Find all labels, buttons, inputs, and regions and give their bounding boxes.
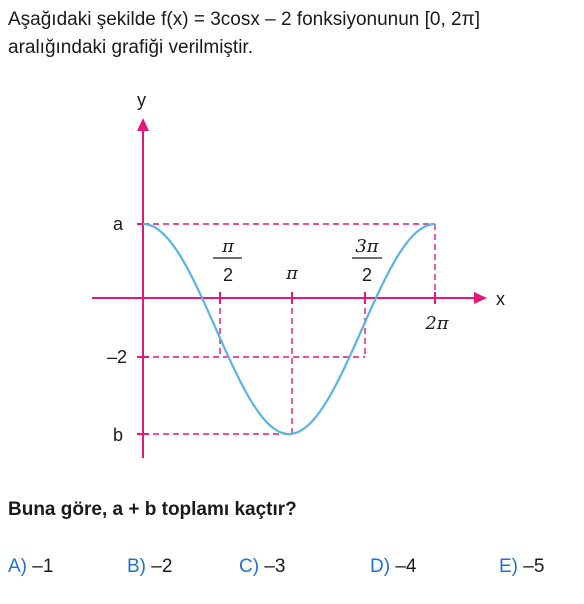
cosine-curve xyxy=(143,224,435,434)
y-axis-arrow xyxy=(137,118,149,131)
x-axis-label: x xyxy=(496,289,505,309)
choice-d-letter: D) xyxy=(370,556,391,577)
x-label-2pi: 2π xyxy=(425,313,449,334)
y-label-minus2: –2 xyxy=(107,347,128,367)
x-label-pi-half-numerator: π xyxy=(222,236,234,257)
choice-d[interactable] xyxy=(370,556,416,578)
axes xyxy=(92,118,487,458)
answer-choices xyxy=(0,556,584,586)
x-label-3pi-half-numerator: 3π xyxy=(355,236,379,257)
y-axis-label: y xyxy=(137,90,146,110)
x-label-pi: π xyxy=(286,263,298,284)
choice-a[interactable] xyxy=(8,556,53,578)
x-label-pi-half-denominator: 2 xyxy=(222,265,234,285)
choice-b[interactable] xyxy=(127,556,172,578)
x-axis-arrow xyxy=(474,292,487,304)
problem-line-1: Aşağıdaki şekilde f(x) = 3cosx – 2 fonksiyonunun [0, 2π] xyxy=(8,9,481,30)
guide-lines xyxy=(143,224,435,434)
choice-c[interactable] xyxy=(239,556,285,578)
choice-a-value: –1 xyxy=(32,556,54,577)
choice-e-value: –5 xyxy=(523,556,545,577)
choice-a-letter: A) xyxy=(8,556,27,577)
choice-b-letter: B) xyxy=(127,556,146,577)
choice-c-value: –3 xyxy=(264,556,286,577)
choice-b-value: –2 xyxy=(151,556,173,577)
x-label-3pi-half-denominator: 2 xyxy=(361,265,373,285)
question-text: Buna göre, a + b toplamı kaçtır? xyxy=(8,499,297,520)
choice-e[interactable] xyxy=(499,556,544,578)
y-label-a: a xyxy=(113,214,124,234)
choice-c-letter: C) xyxy=(239,556,260,577)
choice-d-value: –4 xyxy=(395,556,417,577)
y-label-b: b xyxy=(113,425,124,445)
problem-line-2: aralığındaki grafiği verilmiştir. xyxy=(8,37,253,58)
choice-e-letter: E) xyxy=(499,556,518,577)
